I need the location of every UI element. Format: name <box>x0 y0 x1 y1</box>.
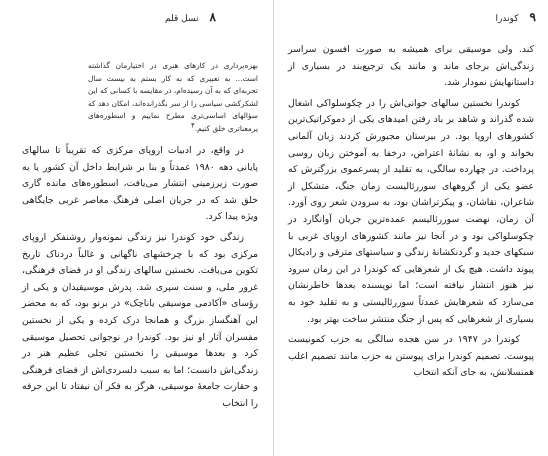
paragraph: کند. ولی موسیقی برای همیشه به صورت افسون سراسر زندگی‌اش برجای ماند و مانند یک ترجیع‌بند در بسیاری از داستانهایش نمودار شد. <box>288 44 534 89</box>
right-page <box>274 0 548 456</box>
left-running-title: نسل قلم <box>165 14 199 24</box>
paragraph: زندگی خود کوندرا نیز زندگی نمونه‌وار روشنفکر اروپای مرکزی بود که با چرخشهای ناگهانی و غالباً دردناک تاریخ تکوین می‌یافت. نخستین سالهای زندگی او در فضای فرهنگی، غرور ملی، و سنت سپری شد. پدرش موسیقیدان و یکی از رؤسای «آکادمی موسیقی یاناچک» در برنو بود، که به محضر این آهنگساز بزرگ و همانجا درک کرده و یکی از نخستین مفسران آثار او نیز بود. کوندرا در نوجوانی تحصیل موسیقی کرد و بعدها موسیقی را نخستین تجلی عظیم هنر در زندگی‌اش دانست؛ اما به سبب دلسردی‌اش از فضای فرهنگی و حقارت جامعهٔ موسیقی، هرگز به فکر آن نیفتاد تا این حرفه را انتخاب <box>22 231 258 409</box>
left-page-header <box>165 10 216 24</box>
paragraph: کوندرا در ۱۹۴۷ در سن هجده سالگی به حزب کمونیست پیوست. تصمیم کوندرا برای پیوستن به حزب مانند تصمیم اغلب همنسلانش، به جای آنکه انتخاب <box>288 334 534 379</box>
left-body-text <box>22 143 258 413</box>
right-running-title: کوندرا <box>495 14 519 24</box>
paragraph: کوندرا نخستین سالهای جوانی‌اش را در چکوسلواکی اشغال شده گذراند و شاهد بر باد رفتن امیدهای یکی از دموکراتیک‌ترین کشورهای اروپا بود. در بیرستان مجبورش کردند زبان آلمانی بخواند و او، به نشانهٔ اعتراض، درخفا به آموختن زبان روسی پرداخت. در چهارده سالگی، به تقلید از پسرعموی بزرگترش که عضو یکی از گروههای سوررئالیست زمان جنگ، متشکل از شاعران، نقاشان، و پیکرتراشان بود، به سرودن شعر روی آورد. آن زمان، نهضت سوررئالیسم عمده‌ترین جریان آوانگارد در چکوسلواکی بود و در آنجا نیز مانند کشورهای اروپای غربی با سبکهای جدید و گردنکشانهٔ زندگی و سیاستهای مترقی و رادیکال پیوند داشت. هیچ یک از شعرهایی که کوندرا در این زمان سرود نیز هنوز انتشار نیافته است؛ اما نویسنده بعدها خاطرنشان می‌سازد که شعرهایش عمدتاً سوررئالیستی و به تقلید خود به بسیاری از شعرهایی که پس از جنگ منتشر ساخت بهتر بود. <box>288 97 534 325</box>
epigraph-quote <box>88 60 258 135</box>
left-page-number: ۸ <box>209 10 216 24</box>
right-body-text <box>288 42 534 382</box>
right-page-number: ۹ <box>529 10 536 24</box>
epigraph-text: بهره‌برداری در کارهای هنری در اختیارمان گذاشته است... به تعبیری که به کار بستم به بیست سال تجربه‌ای که به آن رسیده‌ام، در مقایسه با کسانی که این لشکرکشی سیاسی را از سر نگذرانده‌اند، امکان دهد که سؤالهای اساسی‌تری مطرح نماییم و اسطوره‌های پرمعنا‌تری خلق کنیم. <box>88 61 258 133</box>
paragraph: در واقع، در ادبیات اروپای مرکزی که تقریباً تا سالهای پایانی دهه ۱۹۸۰ عمدتاً و بنا بر شرایط داخل آن کشور یا به صورت زیرزمینی انتشار می‌یافت، اسطوره‌های مانده گاری خلق شد که در جریان اصلی فرهنگ معاصر غربی جایگاهی ویژه پیدا کرد. <box>22 145 258 223</box>
right-page-header <box>496 10 537 24</box>
footnote-marker: ۴ <box>191 121 195 130</box>
